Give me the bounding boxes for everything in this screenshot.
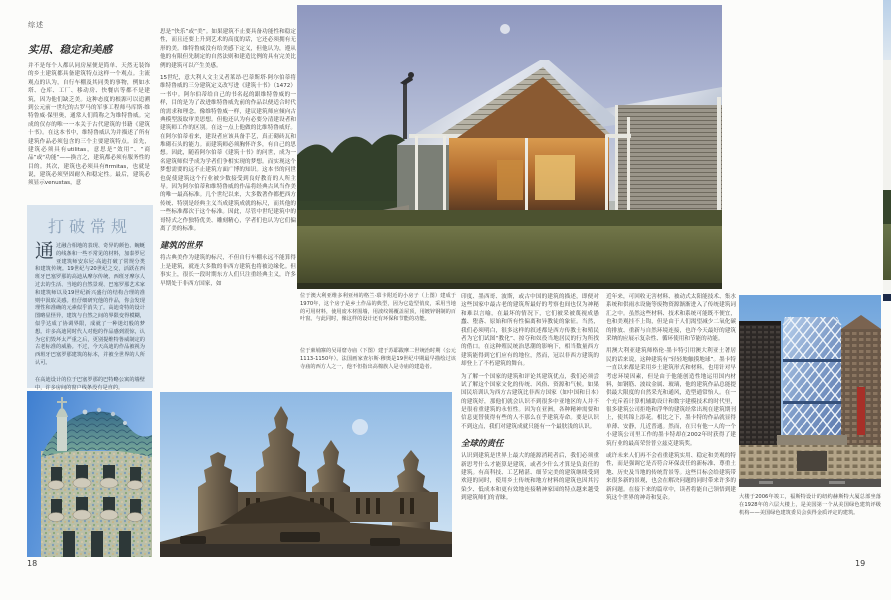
box-title: 打破常规 [47,217,132,236]
body-paragraph: 15世纪，意大利人文主义者莱昂·巴蒂斯塔·阿尔伯蒂将维特鲁威的三分建筑定义改写进《建筑十书》（1472）一书中。阿尔伯蒂给自己的书名起的跟维特鲁威的一样，目的是为了改进维特鲁威先前的作品以便适合时代的需求和理念。像维特鲁威一样，建议建筑师应倾向古典模型汲取审美思想。但他还认为有必要分清建设者和建筑师工作的区别。在这一点上他做的比维特鲁威好。在阿尔伯蒂看来，建设者应该具备手艺，真正砌砖瓦和堆砌石头的能力。而建筑师必须胸怀许多，有自己的思想。因此，随着阿尔伯蒂《建筑十书》的问世，成为一名建筑师似乎成为学者们争相实现的梦想。而实现这个梦想需要的远不止建筑方面广博的知识。这本书的问世也促使建筑这个行业被少数接受到良好教育的人所主导。因为阿尔伯蒂和维特鲁威的作品将经典古风当作美的唯一最高标准。几个世纪以来，大多数著作都把西方传统、特别是经典主义当成建筑成就的标尺，而其他的一些标准都次于这个标准。因此，尽管中世纪建筑中的哥特式之作独特优美、雕刻精心，学者们也认为它们偏离了美的标准。 [160,74,296,232]
article-heading: 实用、稳定和美感 [28,44,112,56]
page-number-left: 18 [27,559,38,568]
section-heading-world: 建筑的世界 [160,241,203,252]
photo-angkor-wat [160,392,452,557]
body-paragraph: 并不是每个人都认同房屋便是简单、天然无装饰的乡土建筑都具备建筑特点这样一个观点。主流观点的认为，自行车棚及其同类的事物，例如水塔、仓库、工厂、移动房、快餐店等都不是建筑，因为他们缺乏美。这种态度的根源可以追溯到公元前一世纪的古罗马的军事工程师马库斯·维特鲁威·保里奥，通常人们简称之为维特鲁威。完成的仅存的唯一一本关于古代建筑的书籍《建筑十书》。在这本书中，维特鲁威认为并描述了所有建筑作品必须包含的三个主要建筑特点。首先，建筑必须具有utilitas，意思是“效用”、“商品”或“功能”——换言之，建筑都必须有服务性的目的。其次，建筑也必须具有firmitas，也就是说，建筑必须坚固耐久和稳定性。最后，建筑必须显示venustas，意 [28,63,150,187]
caption-tower: 大楼于2006年竣工，福斯特设计的纽约赫斯特大厦总部坐落在1928年的六层大楼上，是美国第一个从美国绿色建筑评级机构——美国绿色建筑委员会获得金质评定的建筑。 [739,494,881,516]
running-header: 综述 [28,21,44,29]
page-number-right: 19 [855,559,866,568]
right-column-1 [461,293,599,507]
drop-cap: 通 [35,240,55,262]
body-paragraph: 用澳大利亚建筑师格伦·墨卡特引用澳大利亚土著居民的话来说，这种建筑有“轻轻地触摸地球”。墨卡特一直以来都是采用乡土建筑形式和材料，也用针对早考虑环境因素，但是由于他能创造性地运用国内材料，如钢筋、波纹金属、玻璃，他的建筑作品总能提供最大限度的自然采光和通风，造型通常怡人。在一个充斥着计算机辅助设计和数字建模技术的时代里，很多建筑公司拒绝和浮华的建筑经常出现在建筑期刊上，使其锦上添花。相比之下，墨卡特的作品就显得单薄、安静，几近普通。然而，在只有他一人的一个小建筑公司里工作的墨卡特却在2002年时获得了建筑行业的最高荣誉普立兹克建筑奖。 [606,348,736,447]
next-page-edge-sliver [883,0,891,600]
right-column-2 [606,293,736,506]
photo-hearst-tower [739,295,881,487]
body-paragraph: 近年来，可回收无害材料、被动式太阳能技术、集水系统和供雨水设施等废物资源渐渐进入了传统建筑词汇之中。虽然这些材料、技术和系统可能既不便宜，也和美观挂不上钩，但是由于人们渴望减少二氧化碳的排放、重新与自然环境连接，也许今天最好的建筑采纳的应展示复杂性、循环使用和节能的功能。 [606,294,736,342]
body-paragraph: 认识到建筑是世界上最大的能源消耗者后，我们必须重新思考什么才能算是建筑，或者少什么才算是负责任的建筑。有高科技、工艺精湛、细节完美的建筑继续受到欢迎的同时，使用乡土传统和地方材料的建筑也因其污染少、低成本和更有效地连接精神家园的特点越来越受到建筑师们的青睐。 [461,453,599,502]
body-paragraph: 思是“快乐”或“美”。如果建筑不止要具备功能性和稳定性，而且还要上升到艺术的高度的话，它还必须拥有无形的美。维特鲁威没有给美感下定义，但他认为，遵从他的有限但先制定的自然法则和建造比例的具有完美比例的建筑可以产生美感。 [160,29,296,69]
body-paragraph: 为了解一个国家的建筑和评论其建筑优点，我们必须尝试了解这个国家文化的传统、风俗、资源和气候。如果国民培训认为西方古建筑比非西方国家（如中国和日本）的建筑好，那他们就会认识不到很多中亚地区的人并不是很看重建筑的永恒性。因为在亚洲，各种精神需要和信息更替使得有些的人不那么在乎建筑寿命。要是认识不到这点，我们对建筑成就只能有一个最肤浅的认识。 [461,373,599,430]
body-paragraph: 印度、墨西哥、波斯，或古中国的建筑的描述，即便对这些国家中最古老的建筑所最好的考察也间也仅为神秘和难以言喻，在最坏的情况下，它们被采被蔑视成愚蠢、堕落、原始和所有性偏离和异教徒的象征。当然，我们必须明白，很多这样的叙述都是西方传教士和殖民者为它们试图“教化”、掠夺和奴役当地居民的行为所找的借口。在这种殖民统治思潮的影响下，相当数量西方建筑能得到它们应有的地位，然而，冠以非西方建筑的却登上了不朽建筑的舞台。 [461,294,599,368]
photo-casa-batllo [27,391,152,557]
body-paragraph: 或许未来人们再不会看重建筑实用、稳定和美观的特性，而是强调它是否符合环保责任的新标准、尊重土地、历史及当地的传统背景等。这些目标会给建筑带来很多新的景观，也会在解决问题的同时带来许多的新问题。在接下来的篇章中，读者将能自己领悟到建筑这个世界的神奇和复杂。 [606,453,736,501]
box-caption: 在高迪设计的位于巴塞罗那的巴特略公寓的墙壁中，许多房间的窗户线条没有是直的。 [35,376,145,391]
photo-murcutt-house [297,5,722,289]
middle-column [160,28,296,292]
sidebar-box-breaking-rules [27,205,153,391]
caption-angkor: 位于柬埔寨的吴哥窟寺庙（下图）建于苏耶跋摩二世统治时期（公元1113-1150年）。法国画家查尔斯·穆奥是19世纪中期最早描绘过该寺庙的西方人之一，他不但指出高棉族人是寺庙的建造者。 [300,348,456,370]
caption-house: 位于澳大利亚维多利亚州的格兰·慕卡附近的小房子（上图）建成于1970年，这个房子是乡土作品的典型，因为它造型俏皮，采用当地的可用材料，使用废木材围墙，用波纹锡覆盖屋顶，用镀锌钢制的百叶窗。与此同时，像这样的设计还有环保和节能的功能。 [300,293,456,323]
left-column-1 [28,42,150,192]
box-body: 通过融合相地的表现、奇异的颜色、蜿蜒的线条和一些不常见的材料，加泰罗尼亚建筑师安东尼·高迪打破了常规分类和建筑传统。19世纪与20世纪之交，活跃在西班牙巴塞罗那的高迪从摩尔传统、西班牙摩尔人过去的生活、当地的自然景观、巴塞罗那艺术家和建筑师以及19世纪新兴盛行的结构合理的准则中汲取灵感。但仔细研究他的作品，你会发现理性和准确的元素似乎消失了。高迪奇特的设计图略显怪异，建筑与自然之间的界限变得模糊，似乎达成了协调界限，成就了一种迷幻般的梦想。许多高迪同时代人对他的作品感到震惊，认为它们毁坏太严重之后，更别提维特鲁威制定的古老标准的威胁。不过，今天高迪的作品被视为西班牙巴塞罗那建筑的标本，并被全世界的人所认可。 [35,240,145,366]
section-heading-responsibility: 全球的责任 [461,439,504,450]
body-paragraph: 将古典美作为建筑的标尺，不但自行车棚永远不能算得上是建筑，就连大多数的非西方建筑也将被边缘化。但事实上，很长一段时期东方人们只注重经典主义，许多早期处于非西方国家，如 [160,255,296,287]
